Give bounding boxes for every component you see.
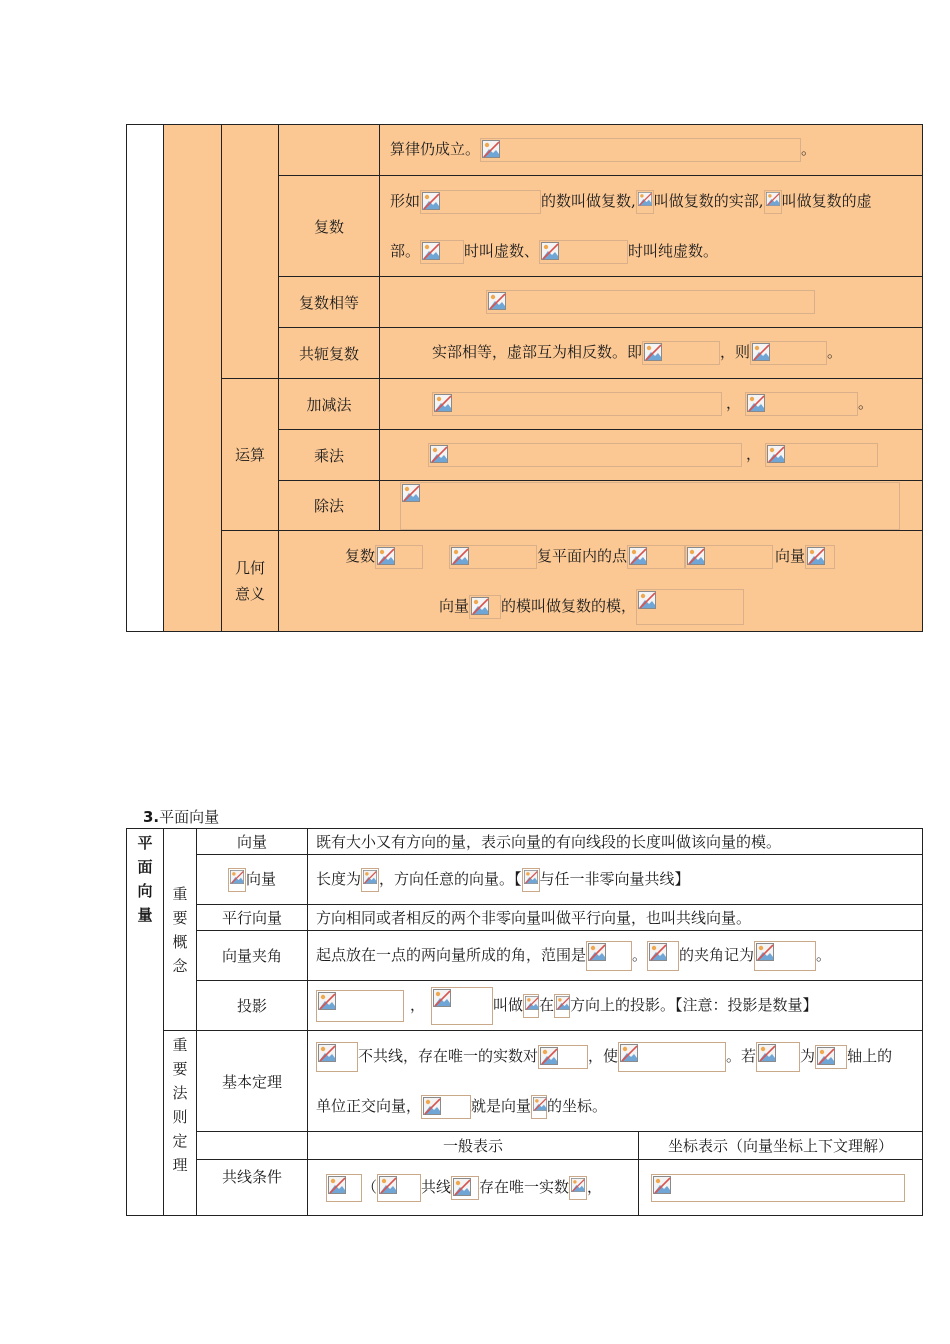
formula-image xyxy=(522,868,540,892)
dingli-label: 基本定理 xyxy=(197,1031,308,1132)
jiajian-label: 加减法 xyxy=(279,379,380,430)
dingli-text xyxy=(308,1031,923,1132)
broken-image-icon xyxy=(767,445,785,463)
formula-image xyxy=(618,1042,726,1072)
broken-image-icon xyxy=(423,1097,441,1115)
broken-image-icon xyxy=(653,1176,671,1194)
text: 概 xyxy=(172,932,188,951)
touying-text xyxy=(308,981,923,1031)
text: 长度为 xyxy=(316,869,362,888)
text: 量 xyxy=(137,906,153,924)
text: ， xyxy=(410,995,426,1014)
broken-image-icon xyxy=(588,943,606,961)
fushu-definition xyxy=(380,176,923,277)
gonge-label: 共轭复数 xyxy=(279,328,380,379)
broken-image-icon xyxy=(644,343,662,361)
text: 复平面内的点 xyxy=(537,547,628,565)
chufa-label: 除法 xyxy=(279,481,380,531)
text: 不共线，存在唯一的实数对 xyxy=(358,1047,539,1065)
broken-image-icon xyxy=(422,242,440,260)
text: 则 xyxy=(172,1108,188,1126)
suanlv-text: 算律仍成立。 xyxy=(390,140,481,158)
coord-header: 坐标表示（向量坐标上下文理解） xyxy=(639,1132,923,1160)
text: 的模叫做复数的模， xyxy=(501,597,637,615)
text: 意义 xyxy=(234,585,265,603)
broken-image-icon xyxy=(524,870,538,884)
text: 。 xyxy=(632,945,648,964)
jiajian-cell xyxy=(380,379,923,430)
xiangliang-text: 既有大小又有方向的量，表示向量的有向线段的长度叫做该向量的模。 xyxy=(308,829,923,855)
broken-image-icon xyxy=(434,394,452,412)
yunsuan-label: 运算 xyxy=(222,379,279,531)
formula-image xyxy=(361,868,379,892)
broken-image-icon xyxy=(402,484,420,502)
text: 复数 xyxy=(345,547,376,565)
broken-image-icon xyxy=(451,547,469,565)
text: 就是向量 xyxy=(471,1097,532,1115)
text: 轴上的 xyxy=(847,1047,893,1065)
text: ， xyxy=(746,445,762,463)
gongxian-label: 共线条件 xyxy=(197,1160,308,1216)
text: 时叫纯虚数。 xyxy=(628,242,719,260)
text: 重 xyxy=(172,884,188,903)
xiangdeng-cell xyxy=(380,277,923,328)
text: 时叫虚数、 xyxy=(464,242,540,260)
gonge-cell xyxy=(380,328,923,379)
formula-image xyxy=(316,990,404,1022)
formula-image xyxy=(539,240,628,264)
broken-image-icon xyxy=(540,1047,558,1065)
text: 几何 xyxy=(234,559,265,577)
text: 实部相等，虚部互为相反数。即 xyxy=(432,343,643,361)
broken-image-icon xyxy=(638,591,656,609)
formula-image xyxy=(651,1174,905,1202)
chengfa-label: 乘法 xyxy=(279,430,380,481)
broken-image-icon xyxy=(377,547,395,565)
group-laws-theorems xyxy=(164,1031,197,1216)
formula-image xyxy=(538,1045,588,1069)
text: 。 xyxy=(827,343,843,361)
text: ，方向任意的向量。【 xyxy=(379,869,522,888)
broken-image-icon xyxy=(488,292,506,310)
side-column-2 xyxy=(164,125,222,632)
formula-image xyxy=(326,1174,362,1202)
text: 方向上的投影。【注意：投影是数量】 xyxy=(570,995,818,1014)
period-text: 。 xyxy=(801,140,817,158)
broken-image-icon xyxy=(817,1047,835,1065)
broken-image-icon xyxy=(752,343,770,361)
formula-image xyxy=(554,994,570,1018)
text: 的夹角记为 xyxy=(679,945,755,964)
broken-image-icon xyxy=(556,996,570,1010)
pingxing-label: 平行向量 xyxy=(197,905,308,931)
formula-image xyxy=(756,1042,800,1072)
general-header: 一般表示 xyxy=(308,1132,639,1160)
section-number: 3. xyxy=(143,808,160,826)
text: 的数叫做复数, xyxy=(541,192,636,210)
text: 形如 xyxy=(390,192,421,210)
fushu-label: 复数 xyxy=(279,176,380,277)
formula-image xyxy=(480,138,801,162)
broken-image-icon xyxy=(747,394,765,412)
text: 。 xyxy=(816,945,832,964)
broken-image-icon xyxy=(318,992,336,1010)
formula-image xyxy=(586,941,632,971)
text: 理 xyxy=(172,1156,188,1174)
broken-image-icon xyxy=(328,1176,346,1194)
plane-vector-table xyxy=(126,828,923,1216)
formula-image xyxy=(377,1174,421,1202)
text: 叫做复数的虚 xyxy=(781,192,872,210)
broken-image-icon xyxy=(230,870,244,884)
text: 定 xyxy=(172,1132,188,1150)
formula-image xyxy=(428,443,742,467)
side-title xyxy=(127,829,164,1216)
text: 为 xyxy=(800,1047,816,1065)
formula-image xyxy=(469,595,501,619)
formula-image xyxy=(420,240,464,264)
text: ， xyxy=(587,1177,603,1196)
text: 的坐标。 xyxy=(547,1097,608,1115)
formula-image xyxy=(400,482,900,530)
broken-image-icon xyxy=(453,1178,471,1196)
text: 向 xyxy=(137,882,153,900)
broken-image-icon xyxy=(649,943,667,961)
text: 部。 xyxy=(390,242,421,260)
broken-image-icon xyxy=(620,1044,638,1062)
formula-image xyxy=(627,545,685,569)
text: 要 xyxy=(172,1060,188,1078)
text: 面 xyxy=(137,858,153,876)
section-title: 平面向量 xyxy=(159,808,220,826)
text: 在 xyxy=(539,995,555,1014)
formula-image xyxy=(805,545,835,569)
formula-image xyxy=(432,392,722,416)
text: 重 xyxy=(172,1036,188,1054)
broken-image-icon xyxy=(807,547,825,565)
broken-image-icon xyxy=(758,1044,776,1062)
broken-image-icon xyxy=(430,445,448,463)
formula-image xyxy=(569,1176,587,1200)
text: （ xyxy=(362,1177,378,1196)
formula-image xyxy=(451,1176,479,1200)
gongxian-coord xyxy=(639,1160,923,1216)
section-heading xyxy=(143,806,219,827)
text: 。 xyxy=(858,394,874,412)
broken-image-icon xyxy=(629,547,647,565)
text: 向量 xyxy=(775,547,806,565)
text: 法 xyxy=(172,1084,188,1102)
text: ， xyxy=(726,394,742,412)
broken-image-icon xyxy=(756,943,774,961)
formula-image xyxy=(375,545,423,569)
broken-image-icon xyxy=(525,996,539,1010)
broken-image-icon xyxy=(363,870,377,884)
text: ，则 xyxy=(720,343,751,361)
xiangliang-label: 向量 xyxy=(197,829,308,855)
broken-image-icon xyxy=(471,597,489,615)
text: ，使 xyxy=(588,1047,619,1065)
formula-image xyxy=(449,545,537,569)
jihe-label xyxy=(222,531,279,632)
text: 与任一非零向量共线】 xyxy=(539,869,690,888)
text: 存在唯一实数 xyxy=(479,1177,570,1196)
text: 念 xyxy=(172,956,188,975)
formula-image xyxy=(431,987,493,1025)
empty-header-cell xyxy=(197,1132,308,1160)
text: 。若 xyxy=(726,1047,757,1065)
formula-image xyxy=(636,589,744,625)
broken-image-icon xyxy=(433,989,451,1007)
text: 叫做 xyxy=(493,995,524,1014)
formula-image xyxy=(420,190,541,214)
unit-vector-text xyxy=(308,855,923,905)
formula-image xyxy=(531,1095,547,1119)
formula-image xyxy=(486,290,815,314)
formula-image xyxy=(754,941,816,971)
jiajiao-text xyxy=(308,931,923,981)
broken-image-icon xyxy=(638,192,652,206)
text: 单位正交向量， xyxy=(316,1097,422,1115)
suanlv-cell xyxy=(380,125,923,176)
text: 平 xyxy=(137,834,153,852)
text: 叫做复数的实部, xyxy=(653,192,764,210)
gongxian-general xyxy=(308,1160,639,1216)
jiajiao-label: 向量夹角 xyxy=(197,931,308,981)
definition-group-cell xyxy=(222,125,279,379)
text: 要 xyxy=(172,908,188,927)
formula-image xyxy=(642,341,720,365)
formula-image xyxy=(228,868,246,892)
text: 向量 xyxy=(245,869,276,888)
formula-image xyxy=(750,341,827,365)
pingxing-text: 方向相同或者相反的两个非零向量叫做平行向量，也叫共线向量。 xyxy=(308,905,923,931)
broken-image-icon xyxy=(571,1178,585,1192)
broken-image-icon xyxy=(541,242,559,260)
formula-image xyxy=(765,443,878,467)
text: 起点放在一点的两向量所成的角，范围是 xyxy=(316,945,587,964)
broken-image-icon xyxy=(379,1176,397,1194)
broken-image-icon xyxy=(422,192,440,210)
broken-image-icon xyxy=(533,1097,547,1111)
formula-image xyxy=(523,994,539,1018)
formula-image xyxy=(764,190,782,214)
side-column-1 xyxy=(127,125,164,632)
complex-number-table xyxy=(126,124,923,632)
text: 向量 xyxy=(439,597,470,615)
broken-image-icon xyxy=(766,192,780,206)
formula-image xyxy=(421,1095,471,1119)
broken-image-icon xyxy=(318,1044,336,1062)
empty-label-cell xyxy=(279,125,380,176)
group-important-concepts xyxy=(164,829,197,1031)
xiangdeng-label: 复数相等 xyxy=(279,277,380,328)
formula-image xyxy=(745,392,858,416)
broken-image-icon xyxy=(687,547,705,565)
jihe-cell xyxy=(279,531,923,632)
formula-image xyxy=(316,1042,358,1072)
touying-label: 投影 xyxy=(197,981,308,1031)
chufa-cell xyxy=(380,481,923,531)
unit-vector-label xyxy=(197,855,308,905)
formula-image xyxy=(636,190,654,214)
formula-image xyxy=(647,941,679,971)
text: 共线 xyxy=(421,1177,452,1196)
formula-image xyxy=(685,545,773,569)
chengfa-cell xyxy=(380,430,923,481)
broken-image-icon xyxy=(482,140,500,158)
formula-image xyxy=(815,1045,847,1069)
